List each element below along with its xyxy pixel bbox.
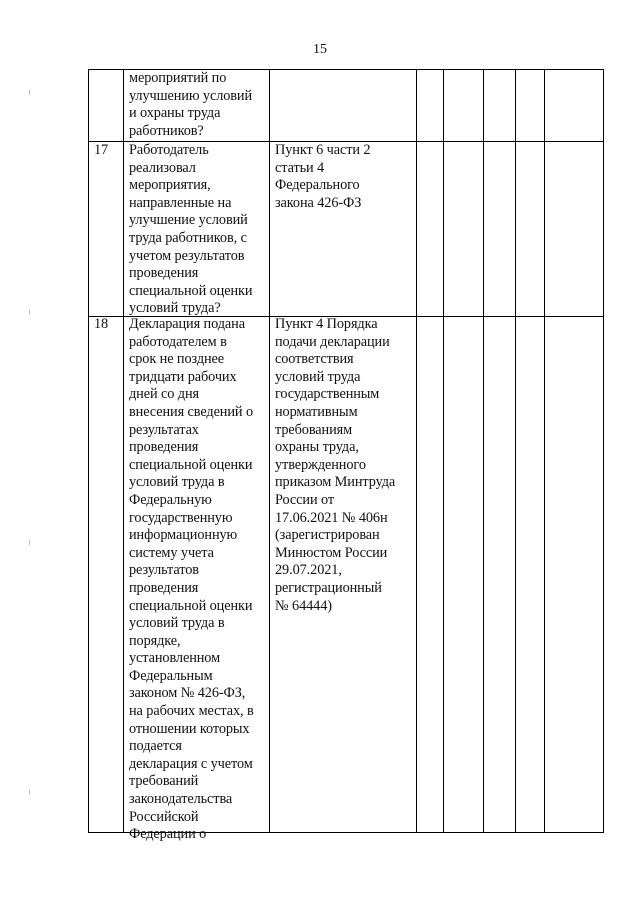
column-divider — [416, 69, 417, 833]
table-border-left — [88, 69, 89, 833]
column-divider — [443, 69, 444, 833]
row-17-question: Работодатель реализовал мероприятия, направленные на улучшение условий труда работников, с учетом результатов проведения специальной оценки условий труда? — [129, 142, 253, 317]
row-18-reference: Пункт 4 Порядка подачи декларации соответствия условий труда государственным нормативным требованиям охраны труда, утвержденного приказом Минтруда России от 17.06.2021 № 406н (зарегистрирован Минюстом России 29.07.2021, регистрационный № 64444) — [275, 316, 396, 614]
column-divider — [544, 69, 545, 833]
scan-margin-mark — [29, 90, 30, 95]
row-18-number: 18 — [94, 316, 109, 332]
scan-margin-mark — [29, 310, 30, 315]
column-divider — [269, 69, 270, 833]
row-17-reference: Пункт 6 части 2 статьи 4 Федерального закона 426-ФЗ — [275, 142, 371, 211]
column-divider — [123, 69, 124, 833]
column-divider — [515, 69, 516, 833]
row-17-number: 17 — [94, 142, 109, 158]
scan-margin-mark — [29, 790, 30, 795]
column-divider — [483, 69, 484, 833]
scan-margin-mark — [29, 540, 30, 545]
page-number: 15 — [313, 42, 327, 57]
row-continuation-question: мероприятий по улучшению условий и охраны труда работников? — [129, 70, 253, 139]
table-border-right — [603, 69, 604, 833]
row-18-question: Декларация подана работодателем в срок не позднее тридцати рабочих дней со дня внесения сведений о результатах проведения специальной оценки условий труда в Федеральную государственную информационную систему учета результатов проведения специальной оценки условий труда в порядке, установленном Федеральным законом № 426-ФЗ, на рабочих местах, в отношении которых подается декларация с учетом требований законодательства Российской Федерации о — [129, 316, 254, 843]
checklist-table — [88, 69, 604, 843]
